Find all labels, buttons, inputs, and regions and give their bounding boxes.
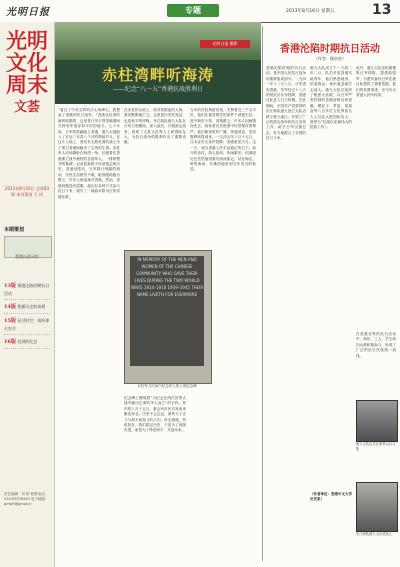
- author-affiliation: （作者单位：香港中文大学历史系）: [310, 492, 352, 501]
- right-column-3: 此外，港九大队还积极搜集日军情报，提供给盟军，为盟军轰炸日军在港目标提供了重要依据。他们的英勇事迹，至今仍为香港人民所传颂。: [356, 66, 396, 98]
- right-column-2: 港九大队成立于一九四二年二月，队员多是香港本地青年，他们熟悉地形，依靠群众，神出鬼没地打击敌人。港九大队还组织了秘密大营救，从日军严密控制的香港营救出何香凝、柳亚子、茅盾、邹韬奋等八百多位文化界知名人士以及大批国际友人，被誉为“抗战以来最伟大的抢救工作”。: [310, 66, 352, 130]
- toc-item-number: 14版: [4, 304, 16, 310]
- soldiers-photo: [356, 400, 398, 442]
- article-column-1: “看过了中英交界的沙头角碑石，我想起了香港的抗日战争。”香港赤柱湾的海风吹拂着，这里是日军占领香港期间关押英军战俘和平民的地方。七十年前，日军的铁蹄踏上香港，港九大地陷入了长达三年零八个月的黑暗岁月。在这片土地上，曾经有无数英勇的战士为了保卫香港而献出了宝贵的生命。赤柱军人坟场静卧在海湾一角，长眠着在香港保卫战中牺牲的各国军人。一排排整齐的墓碑，记录着那段不应被遗忘的历史。香港沦陷后，日军推行残酷的统治，市民生活困苦不堪，粮食配给极为匮乏，许多人被迫离开香港。然而，香港同胞没有屈服，他们以各种方式参与抗日斗争，谱写了一曲曲可歌可泣的英雄壮歌。: [58, 108, 120, 199]
- masthead: 光明日报: [6, 7, 50, 18]
- toc-item[interactable]: [4, 282, 50, 300]
- memorial-inscription: IN MEMORY OF THE MEN AND WOMEN OF THE CHINESE COMMUNITY WHO GAVE THEIR LIVES DURING THE TWO WORLD WARS 1914–1918 1939–1945 THEIR NAME LIVETH FOR EVERMORE: [130, 256, 204, 366]
- toc-item-text: 迟到的纪念: [17, 339, 38, 344]
- hero-badge: 光明日报 摄影: [200, 40, 250, 48]
- hero-title: 赤柱湾畔听海涛: [101, 66, 214, 84]
- toc-item[interactable]: [4, 317, 50, 335]
- right-article-title: 香港沦陷时期抗日活动: [280, 44, 380, 55]
- right-column-1: 香港沦陷时期的抗日活动，是中国人民抗日战争的重要组成部分。一九四一年十二月八日，日军进攻香港，英军经过十八天的抵抗后宣布投降，香港从此进入日占时期。在此期间，中国共产党领导的东江纵队港九独立大队活跃于港九地区，开展了广泛的游击战争和抗日宣传工作，给予日军沉重打击，有力地配合了全国的抗日斗争。: [266, 66, 306, 141]
- toc-item-number: 15版: [4, 318, 16, 324]
- issue-info: 2013年8月16日 总第43期 本刊策划 王 玮: [4, 186, 50, 197]
- hero-subtitle: ——纪念“八一五”香港抗战胜利日: [112, 86, 204, 93]
- toc-item-text: 香港沦陷时期抗日活动: [4, 283, 50, 296]
- toc-item[interactable]: [4, 303, 50, 314]
- toc-item-number: 13版: [4, 283, 16, 289]
- weekly-subtitle: 文荟: [13, 100, 40, 115]
- article-column-2: 在赤柱的山坡上，面对着蔚蓝的大海，我们默默地伫立。这里是历史的见证，也是和平的呼唤。东江纵队港九大队在日军占领期间，深入敌后，开展游击战争，营救了大批文化界人士和国际友人，为抗日战争的胜利作出了重要贡献。: [124, 108, 186, 145]
- page-number: 13: [372, 2, 392, 18]
- right-article-author: （作者：顾泉泉）: [314, 56, 346, 61]
- article-column-2b: 纪念碑上镌刻着“为纪念在两次世界大战中献出生命的华人而立”的字样。每年的八月十五日，都会有市民自发前来献花悼念。历史不会忘记，那些为了正义与和平而战斗的人们。时光流逝，伤痕犹在，我们铭记历史，不是为了延续仇恨，而是为了珍爱和平、开创未来。: [124, 396, 186, 433]
- editor-info: 责任编辑：刘 彬 联系电话：010-67078430 电子邮箱：gmwh@gmw.cn: [4, 492, 49, 506]
- weekly-title: 光明文化周末: [6, 28, 48, 97]
- veteran-photo: [356, 482, 398, 532]
- memorial-caption: 赤柱军人坟场中纪念华人将士的纪念碑: [137, 384, 197, 388]
- section-tag: 专题: [167, 4, 219, 17]
- toc-heading: 本期策划: [4, 227, 25, 233]
- toc-item[interactable]: [4, 338, 50, 349]
- toc-item-number: 16版: [4, 339, 16, 345]
- toc-item-text: 穿过时空：再听烽火岁月: [4, 318, 50, 331]
- toc-list: [4, 282, 50, 352]
- column-divider: [262, 26, 263, 561]
- veteran-photo-caption: 东江纵队港九大队老战士: [356, 532, 393, 536]
- right-column-3b: 在香港各界的抗日活动中，海员、工人、学生和妇女都积极参与，形成了广泛的抗日民族统一战线。: [356, 332, 396, 358]
- soldiers-photo-caption: 港九大队队员在新界山区合影: [356, 442, 396, 451]
- lotus-label: 香港抗战寻踪: [15, 254, 39, 259]
- issue-date: 2013年8月16日 星期五: [286, 9, 335, 14]
- article-column-3: 当年的赤柱拘留营里，关押着近三千名平民，他们在极其艰苦的条件下顽强生存。营中缺医少药，食物匮乏，许多人因病饿而死去。拘留者们在绝望中仍然保持着尊严，他们秘密收听广播，传递消息，坚信胜利终将到来。一九四五年八月十五日，日本宣布无条件投降，香港重见天日。这一天，成为香港人民永远铭记的日子。如今的赤柱，游人如织，热闹繁华，但那段历史依然值得我们深深铭记。站在海边，聆听海涛，仿佛仍能听到当年英灵的低语。: [190, 108, 256, 172]
- toc-item-text: 把握历史的真相: [17, 304, 46, 309]
